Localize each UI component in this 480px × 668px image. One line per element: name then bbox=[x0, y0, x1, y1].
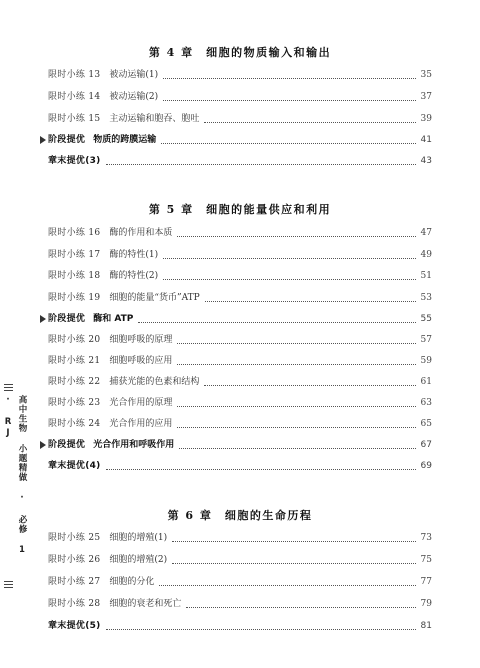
dot-leader bbox=[177, 236, 415, 237]
dot-leader bbox=[163, 100, 415, 101]
toc-row-page: 81 bbox=[420, 621, 432, 631]
dot-leader bbox=[159, 585, 415, 586]
toc-row-label: 限时小练 24 bbox=[48, 419, 101, 429]
toc-row-label: 限时小练 17 bbox=[48, 250, 101, 260]
dot-leader bbox=[205, 301, 416, 302]
toc-row-title: 酶的作用和本质 bbox=[109, 228, 173, 238]
dot-leader bbox=[186, 607, 415, 608]
toc-row-label: 限时小练 21 bbox=[48, 356, 101, 366]
toc-row[interactable] bbox=[48, 90, 432, 104]
toc-row-label: 阶段提优 bbox=[48, 135, 86, 145]
side-band-bars-bottom bbox=[4, 581, 13, 588]
dot-leader bbox=[106, 629, 416, 630]
toc-row-label: 章末提优(3) bbox=[48, 156, 101, 166]
toc-row-page: 65 bbox=[420, 419, 432, 429]
side-band bbox=[1, 384, 27, 570]
dot-leader bbox=[163, 78, 415, 79]
toc-row-page: 59 bbox=[420, 356, 432, 366]
toc-row-label: 章末提优(4) bbox=[48, 461, 101, 471]
toc-row-page: 37 bbox=[420, 92, 432, 102]
toc-row-page: 73 bbox=[420, 533, 432, 543]
toc-row-page: 77 bbox=[420, 577, 432, 587]
toc-row-page: 67 bbox=[420, 440, 432, 450]
toc-row-page: 57 bbox=[420, 335, 432, 345]
play-triangle-icon bbox=[40, 136, 46, 144]
toc-row-stage[interactable] bbox=[48, 133, 432, 147]
toc-row-stage[interactable] bbox=[48, 312, 432, 326]
toc-row-page: 69 bbox=[420, 461, 432, 471]
toc-row-title: 被动运输(2) bbox=[109, 92, 159, 102]
toc-row-label: 限时小练 28 bbox=[48, 599, 101, 609]
toc-row-page: 61 bbox=[420, 377, 432, 387]
toc-row[interactable] bbox=[48, 597, 432, 611]
dot-leader bbox=[179, 448, 415, 449]
toc-row-title: 细胞呼吸的原理 bbox=[109, 335, 173, 345]
toc-row-stage[interactable] bbox=[48, 438, 432, 452]
toc-row-title: 光合作用和呼吸作用 bbox=[93, 440, 175, 450]
toc-row-title: 主动运输和胞吞、胞吐 bbox=[109, 114, 200, 124]
dot-leader bbox=[177, 427, 415, 428]
toc-row-page: 79 bbox=[420, 599, 432, 609]
toc-row-label: 阶段提优 bbox=[48, 440, 86, 450]
dot-leader bbox=[163, 279, 415, 280]
toc-row-title: 细胞的增殖(2) bbox=[109, 555, 168, 565]
toc-row-label: 限时小练 19 bbox=[48, 293, 101, 303]
toc-row-title: 捕获光能的色素和结构 bbox=[109, 377, 200, 387]
chapter-4-title: 第 4 章 细胞的物质输入和输出 bbox=[148, 46, 332, 59]
play-triangle-icon bbox=[40, 441, 46, 449]
toc-row-label: 限时小练 27 bbox=[48, 577, 101, 587]
toc-row-title: 被动运输(1) bbox=[109, 70, 159, 80]
dot-leader bbox=[204, 385, 415, 386]
dot-leader bbox=[177, 406, 415, 407]
toc-row-label: 限时小练 22 bbox=[48, 377, 101, 387]
toc-row[interactable] bbox=[48, 226, 432, 240]
toc-row[interactable] bbox=[48, 417, 432, 431]
toc-row-label: 限时小练 20 bbox=[48, 335, 101, 345]
dot-leader bbox=[138, 322, 415, 323]
dot-leader bbox=[106, 164, 416, 165]
toc-row-title: 细胞的衰老和死亡 bbox=[109, 599, 182, 609]
dot-leader bbox=[204, 122, 415, 123]
toc-row-label: 限时小练 14 bbox=[48, 92, 101, 102]
toc-row-title: 酶和 ATP bbox=[93, 314, 134, 324]
dot-leader bbox=[106, 469, 416, 470]
toc-row-label: 限时小练 16 bbox=[48, 228, 101, 238]
play-triangle-icon bbox=[40, 315, 46, 323]
toc-row-page: 53 bbox=[420, 293, 432, 303]
toc-row-label: 限时小练 25 bbox=[48, 533, 101, 543]
toc-row-page: 63 bbox=[420, 398, 432, 408]
toc-row-label: 限时小练 13 bbox=[48, 70, 101, 80]
dot-leader bbox=[177, 364, 415, 365]
toc-row[interactable] bbox=[48, 396, 432, 410]
toc-row[interactable] bbox=[48, 112, 432, 126]
toc-row-title: 酶的特性(1) bbox=[109, 250, 159, 260]
toc-row-title: 细胞的能量“货币”ATP bbox=[109, 293, 200, 303]
toc-row-page: 39 bbox=[420, 114, 432, 124]
toc-row-page: 43 bbox=[420, 156, 432, 166]
toc-row-label: 限时小练 26 bbox=[48, 555, 101, 565]
toc-row-title: 光合作用的应用 bbox=[109, 419, 173, 429]
toc-row[interactable] bbox=[48, 354, 432, 368]
toc-row-label: 限时小练 18 bbox=[48, 271, 101, 281]
toc-row-label: 阶段提优 bbox=[48, 314, 86, 324]
toc-row-title: 细胞的增殖(1) bbox=[109, 533, 168, 543]
toc-row-page: 75 bbox=[420, 555, 432, 565]
toc-row-title: 细胞呼吸的应用 bbox=[109, 356, 173, 366]
side-band-text: 高中生物 小题精做 · 必修 1 · RJ bbox=[3, 395, 27, 556]
toc-row[interactable] bbox=[48, 553, 432, 567]
toc-row-label: 限时小练 15 bbox=[48, 114, 101, 124]
toc-row[interactable] bbox=[48, 269, 432, 283]
toc-row-title: 物质的跨膜运输 bbox=[93, 135, 157, 145]
toc-row-title: 光合作用的原理 bbox=[109, 398, 173, 408]
dot-leader bbox=[172, 563, 415, 564]
toc-row[interactable] bbox=[48, 248, 432, 262]
toc-row-summary[interactable] bbox=[48, 459, 432, 473]
toc-row-page: 51 bbox=[420, 271, 432, 281]
dot-leader bbox=[163, 258, 415, 259]
toc-row[interactable] bbox=[48, 291, 432, 305]
toc-row[interactable] bbox=[48, 375, 432, 389]
toc-row-page: 55 bbox=[420, 314, 432, 324]
toc-row[interactable] bbox=[48, 575, 432, 589]
toc-row-label: 限时小练 23 bbox=[48, 398, 101, 408]
toc-row-summary[interactable] bbox=[48, 619, 432, 633]
toc-row[interactable] bbox=[48, 531, 432, 545]
chapter-5-title: 第 5 章 细胞的能量供应和利用 bbox=[148, 203, 332, 216]
toc-row-label: 章末提优(5) bbox=[48, 621, 101, 631]
toc-row[interactable] bbox=[48, 68, 432, 82]
toc-row-title: 酶的特性(2) bbox=[109, 271, 159, 281]
toc-row-page: 35 bbox=[420, 70, 432, 80]
toc-row-page: 41 bbox=[420, 135, 432, 145]
chapter-6-title: 第 6 章 细胞的生命历程 bbox=[167, 509, 313, 522]
toc-row[interactable] bbox=[48, 333, 432, 347]
toc-row-page: 49 bbox=[420, 250, 432, 260]
toc-row-summary[interactable] bbox=[48, 154, 432, 168]
toc-row-page: 47 bbox=[420, 228, 432, 238]
dot-leader bbox=[161, 143, 415, 144]
dot-leader bbox=[177, 343, 415, 344]
side-band-bars bbox=[4, 384, 13, 391]
dot-leader bbox=[172, 541, 415, 542]
toc-row-title: 细胞的分化 bbox=[109, 577, 155, 587]
